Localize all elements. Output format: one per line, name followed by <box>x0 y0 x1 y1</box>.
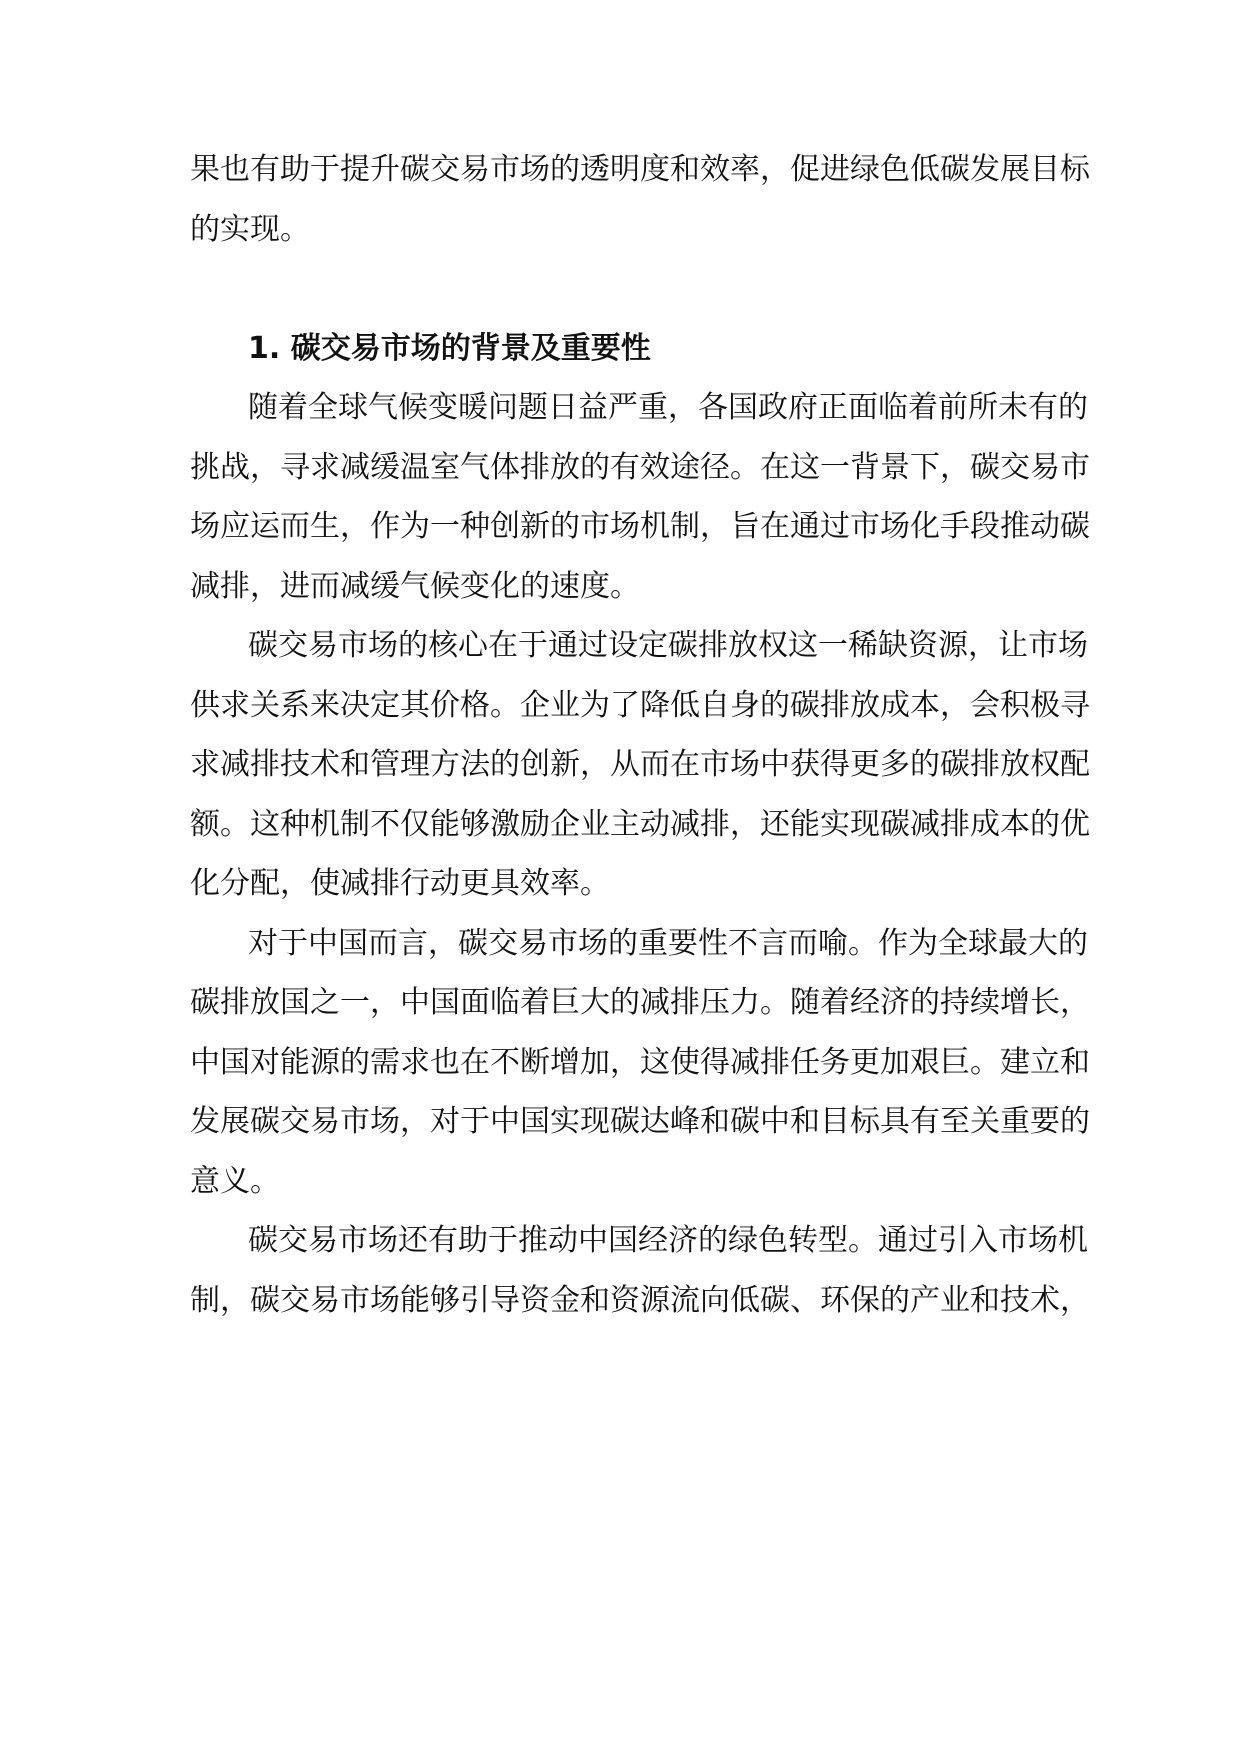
paragraph-continuation <box>190 140 1090 259</box>
text-line: 减排，进而减缓气候变化的速度。 <box>190 568 640 604</box>
text-line: 碳交易市场的核心在于通过设定碳排放权这一稀缺资源，让市场 <box>248 628 1088 663</box>
text-line: 制，碳交易市场能够引导资金和资源流向低碳、环保的产业和技术， <box>190 1282 1090 1318</box>
text-line: 对于中国而言，碳交易市场的重要性不言而喻。作为全球最大的 <box>248 925 1088 961</box>
text-line: 化分配，使减排行动更具效率。 <box>190 866 610 901</box>
paragraph-green-transition <box>190 1211 1090 1330</box>
paragraph-background <box>190 378 1090 616</box>
text-line: 碳排放国之一，中国面临着巨大的减排压力。随着经济的持续增长， <box>190 985 1090 1020</box>
text-line: 意义。 <box>190 1163 280 1199</box>
body-text <box>190 140 1090 1330</box>
text-line: 场应运而生，作为一种创新的市场机制，旨在通过市场化手段推动碳 <box>190 509 1090 544</box>
text-line: 果也有助于提升碳交易市场的透明度和效率，促进绿色低碳发展目标 <box>190 152 1090 187</box>
text-line: 碳交易市场还有助于推动中国经济的绿色转型。通过引入市场机 <box>248 1223 1088 1258</box>
text-line: 供求关系来决定其价格。企业为了降低自身的碳排放成本，会积极寻 <box>190 687 1090 723</box>
text-line: 的实现。 <box>190 211 310 247</box>
text-line: 随着全球气候变暖问题日益严重，各国政府正面临着前所未有的 <box>248 390 1088 425</box>
paragraph-core <box>190 616 1090 914</box>
text-line: 挑战，寻求减缓温室气体排放的有效途径。在这一背景下，碳交易市 <box>190 449 1090 485</box>
paragraph-china <box>190 914 1090 1212</box>
text-line: 额。这种机制不仅能够激励企业主动减排，还能实现碳减排成本的优 <box>190 806 1090 842</box>
text-line: 中国对能源的需求也在不断增加，这使得减排任务更加艰巨。建立和 <box>190 1044 1090 1080</box>
text-line: 求减排技术和管理方法的创新，从而在市场中获得更多的碳排放权配 <box>190 747 1090 782</box>
section-heading: 1. 碳交易市场的背景及重要性 <box>248 330 651 366</box>
text-line: 发展碳交易市场，对于中国实现碳达峰和碳中和目标具有至关重要的 <box>190 1104 1090 1139</box>
